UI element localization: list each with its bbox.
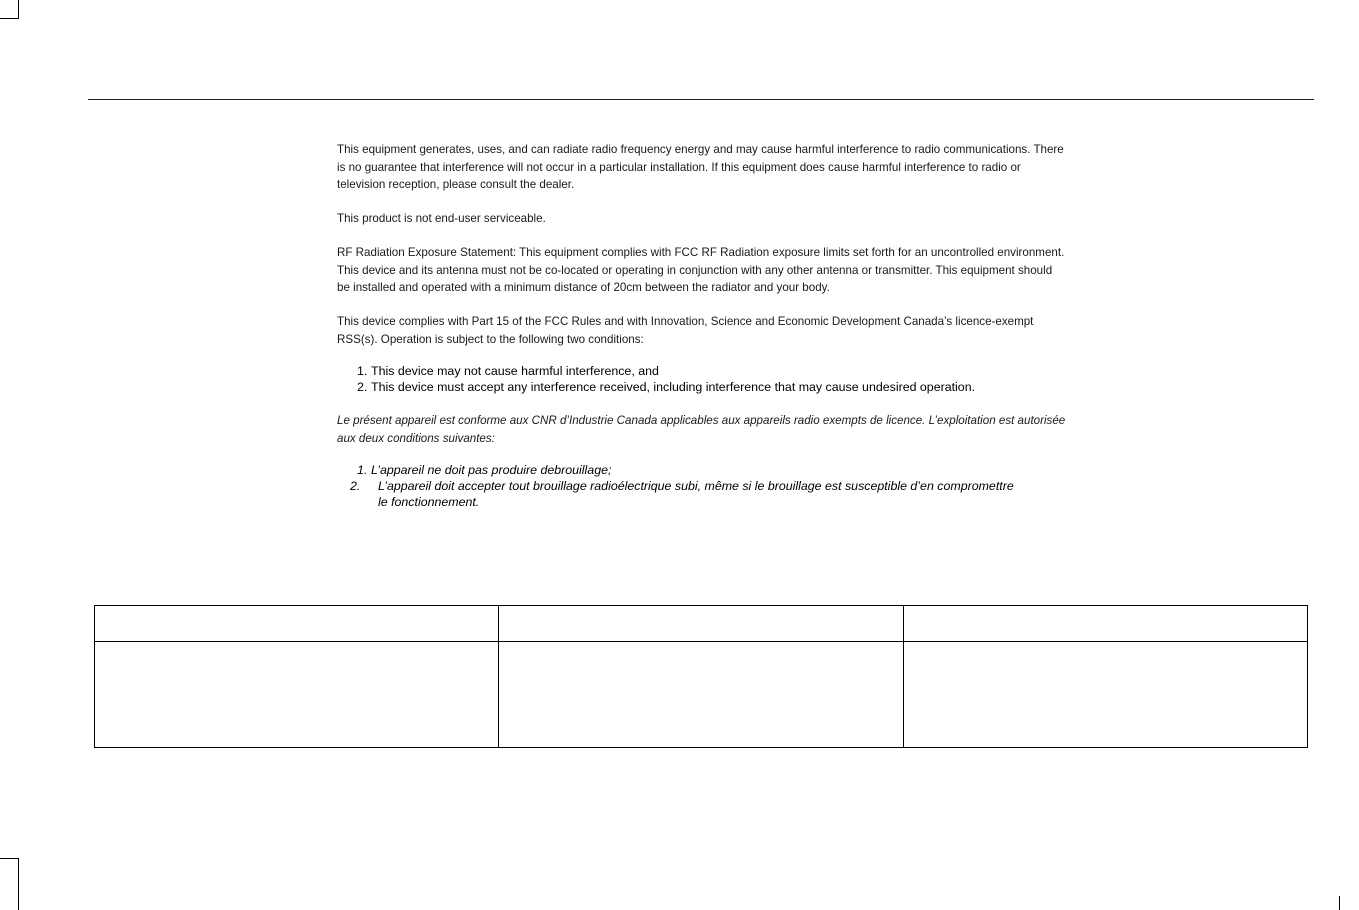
crop-mark-bottom-right	[1339, 896, 1340, 910]
crop-mark-bottom-left-horizontal	[0, 858, 19, 859]
list-item-text: This device may not cause harmful interference, and	[371, 364, 659, 378]
list-item-number: 1.	[357, 463, 368, 477]
table-cell	[499, 642, 903, 748]
list-item-number: 2.	[357, 380, 368, 394]
conditions-list-french	[350, 462, 1018, 510]
table-cell	[95, 642, 499, 748]
conditions-list-english	[357, 363, 975, 395]
table-row	[95, 642, 1308, 748]
list-item-text: L’appareil ne doit pas produire debrouillage;	[371, 463, 612, 477]
paragraph-french-compliance: Le présent appareil est conforme aux CNR d’Industrie Canada applicables aux appareils radio exempts de licence. L’exploitation est autorisée aux deux conditions suivantes:	[337, 414, 1066, 445]
crop-mark-top-left-horizontal	[0, 18, 19, 19]
list-item-text: This device must accept any interference received, including interference that may cause undesired operation.	[371, 380, 976, 394]
paragraph-interference: This equipment generates, uses, and can radiate radio frequency energy and may cause harmful interference to radio communications. There is no guarantee that interference will not occur in a particular installation. If this equipment does cause harmful interference to radio or television reception, please consult the dealer.	[337, 143, 1064, 191]
paragraph-fcc-compliance: This device complies with Part 15 of the FCC Rules and with Innovation, Science and Economic Development Canada’s licence-exempt RSS(s). Operation is subject to the following two conditions:	[337, 315, 1034, 346]
list-item-number: 2.	[350, 479, 361, 493]
paragraph-serviceable: This product is not end-user serviceable.	[337, 212, 546, 225]
list-item	[357, 363, 975, 379]
blank-table-container	[94, 605, 1308, 748]
table-cell	[903, 606, 1307, 642]
header-rule	[88, 99, 1314, 100]
list-item	[357, 379, 975, 395]
list-item-text: L’appareil doit accepter tout brouillage radioélectrique subi, même si le brouillage est susceptible d’en compromettre le fonctionnement.	[378, 479, 1014, 509]
crop-mark-top-left-vertical	[18, 0, 19, 18]
crop-mark-bottom-left-vertical	[18, 858, 19, 910]
table-cell	[903, 642, 1307, 748]
paragraph-rf-exposure: RF Radiation Exposure Statement: This equipment complies with FCC RF Radiation exposure limits set forth for an uncontrolled environment. This device and its antenna must not be co-located or operating in conjunction with any other antenna or transmitter. This equipment should be installed and operated with a minimum distance of 20cm between the radiator and your body.	[337, 246, 1065, 294]
blank-table	[94, 605, 1308, 748]
table-cell	[499, 606, 903, 642]
list-item	[357, 462, 1018, 478]
list-item-number: 1.	[357, 364, 368, 378]
table-row	[95, 606, 1308, 642]
table-cell	[95, 606, 499, 642]
list-item	[350, 478, 1018, 510]
